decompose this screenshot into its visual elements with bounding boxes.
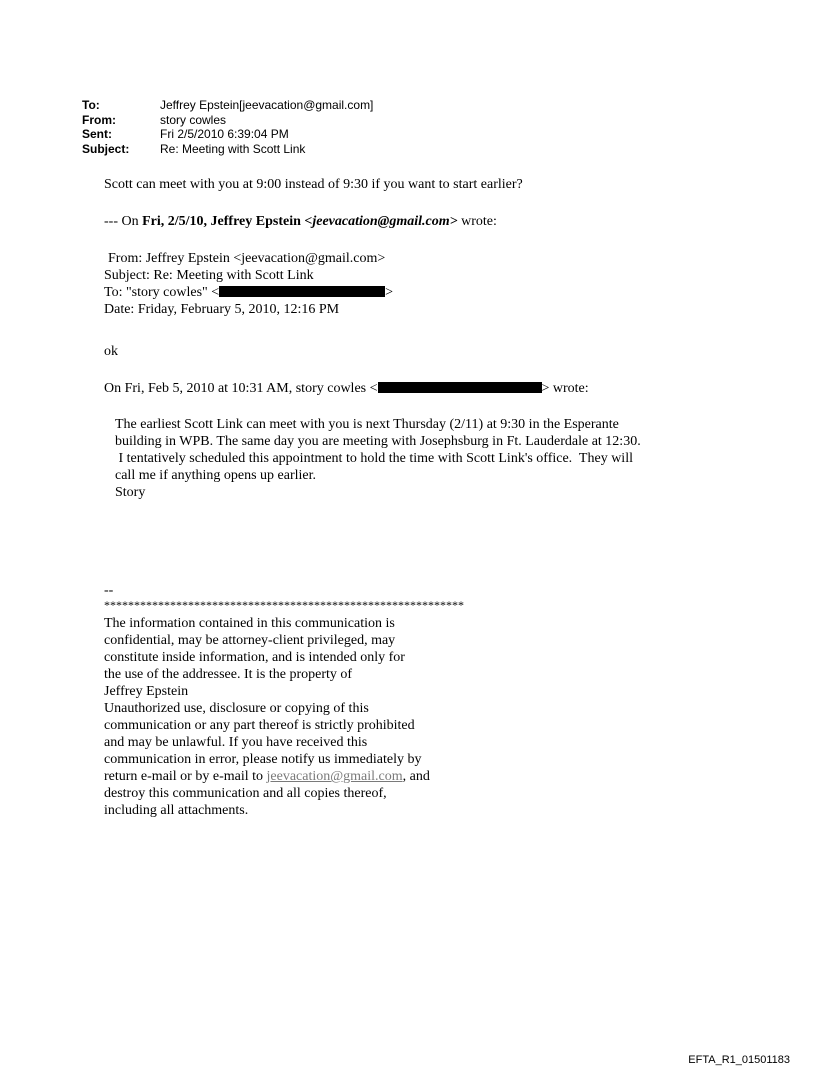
disclaimer-line: destroy this communication and all copies thereof, <box>104 786 387 801</box>
disclaimer-line: and may be unlawful. If you have received this <box>104 735 368 750</box>
story-line: The earliest Scott Link can meet with you is next Thursday (2/11) at 9:30 in the Esperante <box>115 417 619 432</box>
disclaimer-line: constitute inside information, and is intended only for <box>104 650 405 665</box>
disclaimer-line: The information contained in this communication is <box>104 616 395 631</box>
disclaimer-line: the use of the addressee. It is the property of <box>104 667 353 682</box>
disclaimer-line: communication in error, please notify us immediately by <box>104 752 422 767</box>
sig-dash: -- <box>104 583 114 598</box>
story-line: Story <box>115 485 146 500</box>
to-label: To: <box>82 98 100 112</box>
sig-stars: ************************************************************ <box>104 598 464 612</box>
story-line: building in WPB. The same day you are meeting with Josephsburg in Ft. Lauderdale at 12:30. <box>115 434 641 449</box>
disclaimer-line: confidential, may be attorney-client privileged, may <box>104 633 396 648</box>
disclaimer-return-line: return e-mail or by e-mail to jeevacation@gmail.com, and <box>104 769 430 784</box>
redaction-bar <box>378 382 542 393</box>
signature <box>104 582 464 819</box>
sent-label: Sent: <box>82 127 112 141</box>
document-id: EFTA_R1_01501183 <box>688 1054 790 1066</box>
redaction-bar <box>219 286 385 297</box>
email-header <box>82 98 373 156</box>
disclaimer-line: Jeffrey Epstein <box>104 684 189 699</box>
quoted-to: To: "story cowles" < > <box>104 285 394 300</box>
disclaimer-line: including all attachments. <box>104 803 249 818</box>
ok-text: ok <box>104 344 118 359</box>
from-value: story cowles <box>160 112 227 127</box>
disclaimer-line: Unauthorized use, disclosure or copying of this <box>104 701 369 716</box>
quote-line <box>104 213 497 230</box>
quote-date: Fri, 2/5/10, Jeffrey Epstein <box>142 214 305 229</box>
subject-label: Subject: <box>82 141 130 156</box>
quote-email: <jeevacation@gmail.com> <box>304 214 458 229</box>
quoted-subject: Subject: Re: Meeting with Scott Link <box>104 268 314 283</box>
story-message <box>115 416 641 501</box>
story-line: call me if anything opens up earlier. <box>115 468 316 483</box>
quote-prefix: --- On <box>104 214 143 229</box>
disclaimer-line: communication or any part thereof is strictly prohibited <box>104 718 415 733</box>
on-line: On Fri, Feb 5, 2010 at 10:31 AM, story cowles < > wrote: <box>104 381 589 396</box>
story-line: I tentatively scheduled this appointment to hold the time with Scott Link's office. They will <box>115 451 633 466</box>
sent-value: Fri 2/5/2010 6:39:04 PM <box>160 127 289 141</box>
quote-suffix: wrote: <box>457 214 497 229</box>
quoted-from: From: Jeffrey Epstein <jeevacation@gmail.com> <box>108 251 386 266</box>
email-link[interactable]: jeevacation@gmail.com <box>266 769 403 784</box>
to-value: Jeffrey Epstein[jeevacation@gmail.com] <box>160 98 374 112</box>
subject-value: Re: Meeting with Scott Link <box>160 141 306 156</box>
quoted-header <box>104 250 393 318</box>
reply-text: Scott can meet with you at 9:00 instead of 9:30 if you want to start earlier? <box>104 177 523 192</box>
from-label: From: <box>82 112 116 127</box>
quoted-date: Date: Friday, February 5, 2010, 12:16 PM <box>104 302 340 317</box>
